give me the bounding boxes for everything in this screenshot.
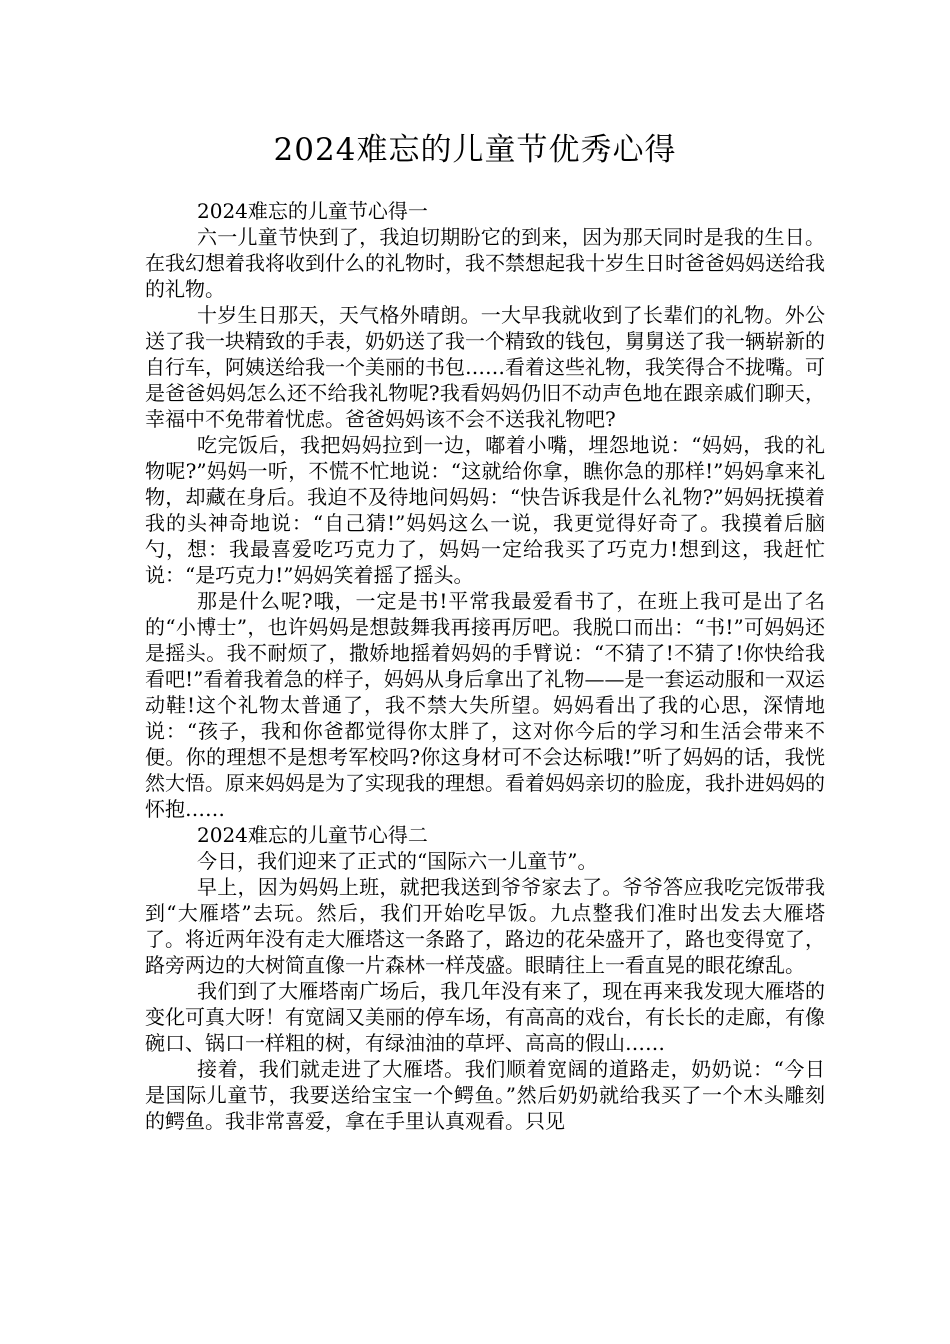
document-body [145, 198, 825, 1134]
paragraph: 早上，因为妈妈上班，就把我送到爷爷家去了。爷爷答应我吃完饭带我到“大雁塔”去玩。然后，我们开始吃早饭。九点整我们准时出发去大雁塔了。将近两年没有走大雁塔这一条路了，路边的花朵盛开了，路也变得宽了，路旁两边的大树简直像一片森林一样茂盛。眼睛往上一看直晃的眼花缭乱。 [145, 875, 825, 977]
section-heading-1: 2024难忘的儿童节心得一 [197, 199, 428, 223]
paragraph: 今日，我们迎来了正式的“国际六一儿童节”。 [197, 849, 598, 873]
paragraph: 那是什么呢?哦，一定是书!平常我最爱看书了，在班上我可是出了名的“小博士”，也许妈妈是想鼓舞我再接再厉吧。我脱口而出：“书!”可妈妈还是摇头。我不耐烦了，撒娇地摇着妈妈的手臂说：“不猜了!不猜了!你快给我看吧!”看着我着急的样子，妈妈从身后拿出了礼物——是一套运动服和一双运动鞋!这个礼物太普通了，我不禁大失所望。妈妈看出了我的心思，深情地说：“孩子，我和你爸都觉得你太胖了，这对你今后的学习和生活会带来不便。你的理想不是想考军校吗?你这身材可不会达标哦!”听了妈妈的话，我恍然大悟。原来妈妈是为了实现我的理想。看着妈妈亲切的脸庞，我扑进妈妈的怀抱…… [145, 589, 825, 821]
paragraph: 接着，我们就走进了大雁塔。我们顺着宽阔的道路走，奶奶说：“今日是国际儿童节，我要送给宝宝一个鳄鱼。”然后奶奶就给我买了一个木头雕刻的鳄鱼。我非常喜爱，拿在手里认真观看。只见 [145, 1057, 825, 1133]
paragraph: 十岁生日那天，天气格外晴朗。一大早我就收到了长辈们的礼物。外公送了我一块精致的手表，奶奶送了我一个精致的钱包，舅舅送了我一辆崭新的自行车，阿姨送给我一个美丽的书包……看着这些礼物，我笑得合不拢嘴。可是爸爸妈妈怎么还不给我礼物呢?我看妈妈仍旧不动声色地在跟亲戚们聊天，幸福中不免带着忧虑。爸爸妈妈该不会不送我礼物吧? [145, 303, 825, 431]
paragraph: 六一儿童节快到了，我迫切期盼它的到来，因为那天同时是我的生日。在我幻想着我将收到什么的礼物时，我不禁想起我十岁生日时爸爸妈妈送给我的礼物。 [145, 225, 825, 301]
paragraph: 我们到了大雁塔南广场后，我几年没有来了，现在再来我发现大雁塔的变化可真大呀！有宽阔又美丽的停车场，有高高的戏台，有长长的走廊，有像碗口、锅口一样粗的树，有绿油油的草坪、高高的假山…… [145, 979, 825, 1055]
section-heading-2: 2024难忘的儿童节心得二 [197, 823, 428, 847]
document-title: 2024难忘的儿童节优秀心得 [273, 132, 677, 168]
paragraph: 吃完饭后，我把妈妈拉到一边，嘟着小嘴，埋怨地说：“妈妈，我的礼物呢?”妈妈一听，不慌不忙地说：“这就给你拿，瞧你急的那样!”妈妈拿来礼物，却藏在身后。我迫不及待地问妈妈：“快告诉我是什么礼物?”妈妈抚摸着我的头神奇地说：“自己猜!”妈妈这么一说，我更觉得好奇了。我摸着后脑勺，想：我最喜爱吃巧克力了，妈妈一定给我买了巧克力!想到这，我赶忙说：“是巧克力!”妈妈笑着摇了摇头。 [145, 433, 825, 587]
